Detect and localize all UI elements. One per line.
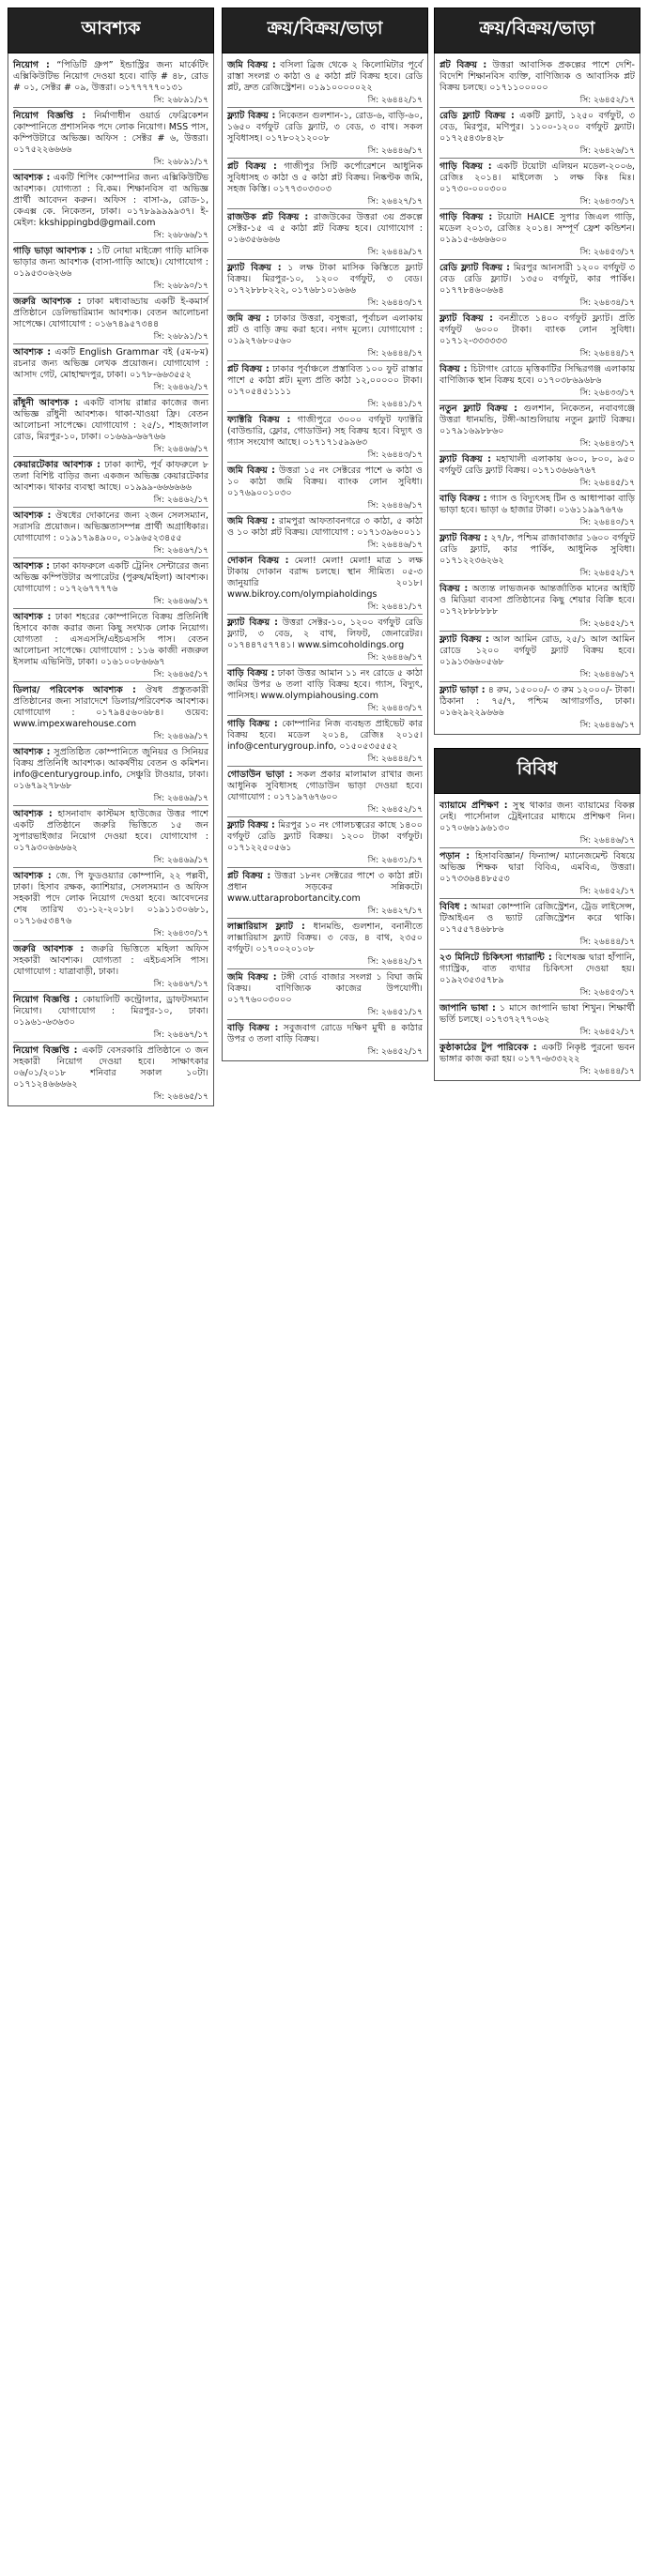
ad-keyword: আবশ্যক : — [13, 612, 52, 622]
classified-ad — [227, 311, 423, 360]
ad-keyword: বিক্রয় : — [440, 364, 468, 374]
ad-code: সি: ২৬৪৪৪/১৭ — [579, 349, 635, 358]
ad-code: সি: ২৬৮৯০/১৭ — [153, 282, 208, 291]
ad-text: ঢাকা উত্তর আমান ১১ নং রোডে ৫ কাঠা জমির উপর ৬ তলা বাড়ি বিক্রয় হবে। গ্যাস, বিদ্যুৎ, পানিসহ। www.olympiahousing.com — [227, 668, 423, 701]
ad-keyword: আবশ্যক : — [13, 511, 52, 521]
ad-text: একটি টয়োটা এলিয়ন মডেল-২০০৬, রেজিঃ ২০১৪। মাইলেজ ১ লক্ষ কিঃ মিঃ। ০১৭৩০-০০০৩০০ — [440, 161, 635, 194]
classified-ad — [227, 969, 423, 1019]
ad-text: জরুরি ভিত্তিতে মহিলা অফিস সহকারী আবশ্যক। যোগ্যতা : এইচএসসি পাস। যোগাযোগ : যাত্রাবাড়ী, ঢাকা। — [13, 944, 208, 977]
classified-ad — [227, 108, 423, 158]
classified-ad — [227, 57, 423, 107]
ad-keyword: নিয়োগ : — [13, 60, 50, 70]
ad-text: বসিলা ব্রিজ থেকে ২ কিলোমিটার পূর্বে রাস্তা সংলগ্ন ৩ কাঠা ও ৫ কাঠা প্লট বিক্রয় হবে। রেডি প্লট, দ্রুত রেজিস্ট্রেশন। ০১৯১০০০০০২২ — [227, 60, 423, 93]
classified-ad — [440, 899, 635, 949]
ad-code: সি: ২৬৪৩৩/১৭ — [579, 389, 635, 398]
ad-keyword: জরুরি আবশ্যক : — [13, 944, 85, 954]
ad-code: সি: ২৬৪৬৫/১৭ — [153, 670, 208, 679]
ad-code: সি: ২৬৪৩৩/১৭ — [579, 197, 635, 206]
ad-code: সি: ২৬৪৪৫/১৭ — [579, 479, 635, 488]
ad-text: ঔষধের দোকানের জন্য ২জন সেলসম্যান, সরাসরি প্রয়োজন। অভিজ্ঞতাসম্পন্ন প্রার্থী অগ্রাধিকার। যোগাযোগ : ০১৯১৭৯৪৯০০, ০১৯৬৫২৩৪৫৫ — [13, 511, 208, 543]
ad-keyword: ফ্ল্যাট বিক্রয় : — [227, 820, 275, 831]
ad-keyword: রেডি ফ্ল্যাট বিক্রয় : — [440, 111, 515, 121]
classified-ad — [13, 108, 208, 169]
ad-code: সি: ২৬৪৪৩/১৭ — [367, 450, 423, 460]
ad-keyword: কুষ্ঠাকাঠের টুপ পারিবেক : — [440, 1043, 537, 1053]
ad-code: সি: ২৬৪৪৬/১৭ — [367, 501, 423, 511]
classified-ad — [13, 508, 208, 557]
ad-code: সি: ২৬৪৫২/১৭ — [579, 569, 635, 578]
classified-ad — [13, 682, 208, 743]
ad-keyword: নতুন ফ্ল্যাট বিক্রয় : — [440, 404, 518, 414]
ad-code: সি: ২৬৪৬৭/১৭ — [153, 1030, 208, 1040]
ad-keyword: প্লট বিক্রয় : — [227, 161, 277, 172]
ad-code: সি: ২৬৪৫২/১৭ — [579, 887, 635, 896]
classified-ad — [227, 513, 423, 552]
classified-ad — [440, 361, 635, 400]
ad-code: সি: ২৬৪৪১/১৭ — [367, 400, 423, 409]
ad-keyword: বাড়ি বিক্রয় : — [227, 668, 275, 678]
classified-ad — [440, 451, 635, 490]
column-gap — [434, 735, 640, 748]
ad-text: চিটাগাং রোডে মৃত্তিকাটির সিদ্ধিরগঞ্জ এলাকায় বাণিজ্যিক স্থান বিক্রয় হবে। ০১৭০৩৮৬৯৬৮৬ — [440, 364, 636, 386]
classified-ad — [440, 311, 635, 360]
classified-ad — [440, 530, 635, 580]
ad-code: সি: ২৬৪৫২/১৭ — [579, 619, 635, 629]
ad-code: সি: ২৬৪৬৫/১৭ — [153, 1092, 208, 1102]
classified-ad — [440, 632, 635, 681]
ad-code: সি: ২৬৪৪৬/১৭ — [579, 670, 635, 679]
ad-text: সুস্থ থাকার জন্য ব্যায়ামের বিকল্প নেই। পার্সোনাল ট্রেইনারের মাধ্যমে প্রশিক্ষণ নিন। ০১৭০৬৬১৯৬১৩০ — [440, 800, 635, 833]
ad-keyword: জমি বিক্রয় : — [227, 60, 276, 70]
classified-ad — [227, 159, 423, 208]
ad-keyword: গাড়ি ভাড়া আবশ্যক : — [13, 246, 94, 256]
ad-text: উত্তরা ১৮নং সেক্টরের পাশে ৩ কাঠা প্লট। প্রধান সড়কের সন্নিকটে। www.uttaraprobortancity.com — [227, 871, 423, 904]
ad-keyword: বিক্রয় : — [440, 584, 469, 594]
ad-keyword: আবশ্যক : — [13, 809, 53, 819]
classified-ad — [440, 260, 635, 310]
ad-code: সি: ২৬৪৫৩/১৭ — [579, 248, 635, 257]
ad-code: সি: ২৬৪৬৭/১৭ — [153, 546, 208, 556]
ad-code: সি: ২৬৪৫২/১৭ — [367, 805, 423, 815]
ad-code: সি: ২৬৪৬৯/১৭ — [153, 856, 208, 865]
ad-code: সি: ২৬৪৩০/১৭ — [153, 929, 208, 938]
classified-ad — [13, 1043, 208, 1104]
ad-code: সি: ২৬৪৪৬/১৭ — [367, 146, 423, 156]
ad-text: জে. পি ফুডওয়্যার কোম্পানি, ২২ পল্লবী, ঢাকা। হিসাব রক্ষক, ক্যাশিয়ার, সেলসম্যান ও অফিস সহকারী পদে লোক নিয়োগ দেওয়া হবে। আবেদনের শেষ তারিখ ৩১-১২-২০১৮। ০১৯১১৩০৬৮১, ০১৭১৬৫৩৪৭৬ — [13, 871, 208, 926]
ad-keyword: জমি ক্রয় : — [227, 313, 270, 324]
ad-keyword: জমি বিক্রয় : — [227, 972, 277, 983]
ad-text: ঢাকা মধ্যবাড্ডায় একটি ই-কমার্স প্রতিষ্ঠানে ডেলিভারিম্যান আবশ্যক। বেতন আলোচনা সাপেক্ষে। যোগাযোগ : ০১৬৭৪৯৫৭৩৪৪ — [13, 297, 208, 329]
ad-keyword: পড়ান : — [440, 851, 471, 861]
ad-keyword: ফ্ল্যাট বিক্রয় : — [440, 533, 488, 543]
classified-ad — [227, 868, 423, 918]
classified-ad — [227, 412, 423, 462]
ad-code: সি: ২৬৮৯১/১৭ — [153, 158, 208, 167]
ad-code: সি: ২৬৪৫১/১৭ — [367, 1008, 423, 1017]
ad-text: সকল প্রকার মালামাল রাখার জন্য আধুনিক সুবিধাসহ গোডাউন ভাড়া দেওয়া হবে। যোগাযোগ : ০১৭১৯৭৬৭৬০০ — [227, 770, 423, 802]
section-header-miscellaneous: বিবিধ — [434, 748, 640, 794]
section-header-buy-sell-rent-1: ক্রয়/বিক্রয়/ভাড়া — [222, 8, 428, 53]
ad-keyword: ফ্ল্যাট বিক্রয় : — [440, 313, 493, 324]
classified-ad — [227, 919, 423, 968]
ad-code: সি: ২৬৪৪৬/১৭ — [579, 721, 635, 730]
ad-code: সি: ২৬৪৬৯/১৭ — [153, 794, 208, 803]
ad-code: সি: ২৬৪৪৩/১৭ — [579, 439, 635, 449]
ad-text: সবুজবাগ রোডে দক্ষিণ মুখী ৪ কাঠার উপর ৩ তলা বাড়ি বিক্রয়। — [227, 1023, 423, 1044]
ad-text: বনশ্রীতে ১৪০০ বর্গফুট ফ্ল্যাট। প্রতি বর্গফুট ৬০০০ টাকা। ব্যাংক লোন সুবিধা। ০১৭১২-৩৩৩৩৩৩ — [440, 313, 635, 346]
ad-text: টঙ্গী বোর্ড বাজার সংলগ্ন ১ বিঘা জমি বিক্রয়। বাণিজ্যিক কাজের উপযোগী। ০১৭৭৬০০৩০০০ — [227, 972, 423, 1005]
ad-keyword: জাপানি ভাষা : — [440, 1003, 496, 1014]
ad-code: সি: ২৬৮৯১/১৭ — [153, 332, 208, 342]
ad-code: সি: ২৬৪৪১/১৭ — [367, 602, 423, 612]
ad-text: রামপুরা আফতাবনগরে ৩ কাঠা, ৫ কাঠা ও ১০ কাঠা প্লট বিক্রয়। যোগাযোগ : ০১৭১৩৯৬০০১১ — [227, 516, 423, 538]
ad-keyword: লাক্সারিয়াস ফ্ল্যাট : — [227, 922, 305, 932]
ad-keyword: আবশ্যক : — [13, 747, 51, 757]
ad-keyword: আবশ্যক : — [13, 561, 51, 572]
ad-text: গুলশান, নিকেতন, নবাবগঞ্জে উত্তরা ধানমন্ডি, টঙ্গী-আশুলিয়ায় নতুন ফ্ল্যাট বিক্রয়। ০১৭৯১৬৯৮৮৬০ — [440, 404, 636, 436]
ad-keyword: গাড়ি বিক্রয় : — [440, 212, 493, 222]
ad-code: সি: ২৬৪৪৪/১৭ — [367, 349, 423, 358]
ad-keyword: গাড়ি বিক্রয় : — [227, 719, 278, 729]
ad-code: সি: ২৬৪৪৯/১৭ — [367, 248, 423, 257]
ad-list-buy-sell-rent-1 — [222, 53, 428, 1061]
classified-ad — [440, 1040, 635, 1078]
ad-code: সি: ২৬৪৪২/১৭ — [367, 96, 423, 105]
ad-text: মিরপুর ১০ নং গোলচত্বরের কাছে ১৪০০ বর্গফুট রেডি ফ্ল্যাট বিক্রয়। ১২০০ টাকা বর্গফুট। ০১৭১২২৫০৫৬১ — [227, 820, 423, 853]
ad-text: ঔষধ প্রস্তুতকারী প্রতিষ্ঠানের জন্য সারাদেশে ডিলার/পরিবেশক আবশ্যক। যোগাযোগ : ০১৭৯৪৫৬০৬৮৪। ওয়েব: www.impexwarehouse.com — [13, 685, 208, 729]
section-header-buy-sell-rent-2: ক্রয়/বিক্রয়/ভাড়া — [434, 8, 640, 53]
classified-ad — [227, 1020, 423, 1059]
ad-text: অত্যন্ত লাভজনক আন্তর্জাতিক মানের আইটি ও মিডিয়া ব্যবসা প্রতিষ্ঠানের কিছু শেয়ার বিক্রি হবে। ০১৭২৮৮৮৮৮৮ — [440, 584, 635, 617]
ad-list-recruitment — [8, 53, 214, 1106]
classifieds-page — [8, 8, 640, 2568]
classified-ad — [227, 716, 423, 766]
ad-code: সি: ২৬৪৪৬/১৭ — [367, 653, 423, 663]
ad-code: সি: ২৬৪৩৪/১৭ — [579, 298, 635, 308]
ad-code: সি: ২৬৪৪২/১৭ — [367, 957, 423, 967]
ad-keyword: নিয়োগ বিজ্ঞপ্তি : — [13, 995, 79, 1005]
ad-text: একটি বেসরকারি প্রতিষ্ঠানে ৩ জন সহকারী নিয়োগ দেওয়া হবে। সাক্ষাৎকার ০৬/০১/২০১৮ শনিবার সকাল ১০টা। ০১৭১২৪৬৬৬৬২ — [13, 1045, 208, 1090]
ad-text: গাজীপুর সিটি কর্পোরেশনে আধুনিক সুবিধাসহ ৩ কাঠা ও ৫ কাঠা প্লট বিক্রয়। নিষ্কণ্টক জমি, সহজ কিস্তি। ০১৭৭৩০৩৩০৩ — [227, 161, 423, 194]
classified-ad — [13, 744, 208, 805]
classified-ad — [13, 170, 208, 242]
classified-ad — [227, 767, 423, 816]
ad-code: সি: ২৬৪৬৬/১৭ — [153, 597, 208, 606]
classified-ad — [440, 1000, 635, 1039]
ad-text: নির্মাণাধীন ওয়ার্ড ফেব্রিকেশন কোম্পানিতে প্রশাসনিক পদে লোক নিয়োগ। MSS পাস, কম্পিউটারে অভিজ্ঞ। অফিস : সেক্টর # ৬, উত্তরা। ০১৭৫২২৬৬৬৬ — [13, 111, 208, 155]
ad-text: রাজউকের উত্তরা ৩য় প্রকল্পে সেক্টর-১৫ এ ৫ কাঠা প্লট বিক্রয় হবে। যোগাযোগ : ০১৬৩৫৬৬৬৬ — [227, 212, 423, 245]
ad-keyword: বাড়ি বিক্রয় : — [227, 1023, 279, 1033]
classified-ad — [13, 395, 208, 456]
ad-keyword: আবশ্যক : — [13, 347, 52, 358]
ad-keyword: ফ্যাক্টরি বিক্রয় : — [227, 415, 291, 425]
ad-keyword: রেডি ফ্ল্যাট বিক্রয় : — [440, 263, 511, 273]
ad-keyword: জমি বিক্রয় : — [227, 516, 275, 526]
ad-code: সি: ২৬৪৫২/১৭ — [367, 1047, 423, 1057]
ad-code: সি: ২৬৪৩১/১৭ — [367, 856, 423, 865]
ad-text: উত্তরা আবাসিক প্রকল্পের পাশে দেশি-বিদেশি শিক্ষানবিস ব্যক্তি, বাণিজ্যিক ও আবাসিক প্লট বিক্রয় চলছে। ০১৭১১০০০০০ — [440, 60, 635, 93]
classified-ad — [13, 806, 208, 867]
ad-text: ঢাকার উত্তরা, বসুন্ধরা, পূর্বাচল এলাকায় প্লট ও বাড়ি ক্রয় করা হবে। নগদ মূল্যে। যোগাযোগ : ০১৯২৭৬৮০৫৬০ — [227, 313, 423, 346]
ad-text: গ্যাস ও বিদ্যুৎসহ টিন ও আধাপাকা বাড়ি ভাড়া হবে। ভাড়া ৬ হাজার টাকা। ০১৬১১৯৯৭৬৭৬ — [440, 494, 635, 515]
ad-text: নিকেতন গুলশান-১, রোড-৬, বাড়ি-৬০, ১৬৫০ বর্গফুট রেডি ফ্ল্যাট, ৩ বেড, ৩ বাথ। সকল সুবিধাসহ। ০১৭৮০২১২০০৮ — [227, 111, 423, 144]
column-buy-sell-rent-1 — [222, 8, 428, 1061]
classified-ad — [440, 57, 635, 107]
ad-keyword: গাড়ি বিক্রয় : — [440, 161, 492, 172]
ad-text: ৪ রুম, ১৫০০০/- ৩ রুম ১২০০০/- টাকা। ঠিকানা : ৭৫/৭, পশ্চিম আগারগাঁও, ঢাকা। ০১৬২৯২২৯৬৬৬ — [440, 685, 635, 718]
classified-ad — [227, 361, 423, 411]
ad-keyword: কেয়ারটেকার আবশ্যক : — [13, 460, 100, 470]
ad-code: সি: ২৬৪৪৪/১৭ — [579, 937, 635, 947]
ad-keyword: জরুরি আবশ্যক : — [13, 297, 82, 307]
ad-code: সি: ২৬৪৫২/১৭ — [579, 96, 635, 105]
classified-ad — [13, 457, 208, 507]
ad-code: সি: ২৬৪৪৪/১৭ — [367, 755, 423, 764]
classified-ad — [13, 868, 208, 940]
classified-ad — [440, 401, 635, 450]
ad-text: টয়োটা HAICE সুপার জিএল গাড়ি, মডেল ২০১৩, রেজিঃ ২০১৪। সম্পূর্ণ ফ্রেশ কন্ডিশন। ০১৯১৫-৬৬৬৬০০ — [440, 212, 635, 245]
ad-code: সি: ২৬৪৪৪/১৭ — [579, 1067, 635, 1076]
classified-ad — [227, 553, 423, 614]
ad-keyword: রাজউক প্লট বিক্রয় : — [227, 212, 309, 222]
ad-text: মহাখালী এলাকায় ৬০০, ৮০০, ৯৫০ বর্গফুট রেডি ফ্ল্যাট বিক্রয়। ০১৭১৩৬৬৬৭৬৭ — [440, 454, 635, 476]
ad-code: সি: ২৬৪৪৩/১৭ — [367, 704, 423, 713]
ad-keyword: প্লট বিক্রয় : — [227, 364, 270, 374]
classified-ad — [13, 57, 208, 107]
ad-text: মিরপুর আনসারী ১২০০ বর্গফুট ৩ বেড রেডি ফ্ল্যাট। ১৩৫০ বর্গফুট, কার পার্কিং। ০১৭৭৮৪৬০৬৬৪ — [440, 263, 635, 296]
ad-code: সি: ২৬৪৪৬/১৭ — [367, 541, 423, 550]
ad-keyword: বাড়ি বিক্রয় : — [440, 494, 487, 504]
classified-ad — [227, 463, 423, 512]
ad-code: সি: ২৬৪২৭/১৭ — [367, 197, 423, 206]
ad-text: ১টি নোয়া মাইক্রো গাড়ি মাসিক ভাড়ার জন্য আবশ্যক (বাসা-গাড়ি আছে)। যোগাযোগ : ০১৯৫৩০৬২৬৬ — [13, 246, 208, 279]
ad-code: সি: ২৬৪৬২/১৭ — [153, 495, 208, 505]
ad-keyword: ফ্ল্যাট ভাড়া : — [440, 685, 486, 695]
ad-keyword: ২৩ মিনিটে চিকিৎসা গ্যারান্টি : — [440, 953, 552, 963]
ad-text: উত্তরা ১৫ নং সেক্টরের পাশে ৬ কাঠা ও ১০ কাঠা জমি বিক্রয়। ব্যাংক লোন সুবিধা। ০১৭৬৯০০১০৩০ — [227, 465, 423, 498]
ad-code: সি: ২৬৮৬৬/১৭ — [153, 231, 208, 240]
classified-ad — [13, 941, 208, 991]
classified-ad — [440, 108, 635, 158]
classified-ad — [440, 848, 635, 898]
ad-text: হাসনাবাদ কাস্টমস হাউজের উত্তর পাশে একটি প্রতিষ্ঠানে জরুরি ভিত্তিতে ১৫ জন সুপারভাইজার নিয়োগ দেওয়া হবে। যোগাযোগ : ০১৭৯৩০৬৬৬৬২ — [13, 809, 208, 853]
ad-keyword: নিয়োগ বিজ্ঞপ্তি : — [13, 1045, 78, 1056]
classified-ad — [13, 344, 208, 394]
ad-keyword: জমি বিক্রয় : — [227, 465, 275, 476]
classified-ad — [440, 682, 635, 732]
ad-keyword: দোকান বিক্রয় : — [227, 556, 289, 566]
ad-text: মেলা! মেলা! মেলা! মাত্র ১ লক্ষ টাকায় দোকান বরাদ্দ চলছে। স্থান সীমিত। ০৫-৩ জানুয়ারি ২০১৮। www.bikroy.com/olympiaholdings — [227, 556, 423, 600]
ad-keyword: ফ্ল্যাট বিক্রয় : — [440, 634, 489, 645]
ad-text: বিশেষজ্ঞ দ্বারা হাঁপানি, গ্যাস্ট্রিক, বাত ব্যথার চিকিৎসা দেওয়া হয়। ০১৯২৩৫৩৫৭৮৯ — [440, 953, 635, 985]
classified-ad — [440, 159, 635, 208]
ad-text: একটি নিকৃষ্ট পুরনো ভবন ভাঙ্গার কাজ করা হয়। ০১৭৭-৬৩৩২২২ — [440, 1043, 635, 1064]
ad-code: সি: ২৬৪২৭/১৭ — [367, 907, 423, 916]
ad-text: সুপ্রতিষ্ঠিত কোম্পানিতে জুনিয়র ও সিনিয়র বিক্রয় প্রতিনিধি আবশ্যক। আকর্ষণীয় বেতন ও কমিশন। info@centurygroup.info, সেঞ্চুরি টাওয়ার, ঢাকা। ০১৬৭৯২৭৮৬৮ — [13, 747, 208, 791]
ad-text: গাজীপুরে ৩০০০ বর্গফুট ফ্যাক্টরি (বাউন্ডারি, ফ্লোর, গোডাউন) সহ বিক্রয় হবে। বিদ্যুৎ ও গ্যাস সংযোগ আছে। ০১৭১৭১৫৯৯৬৩ — [227, 415, 423, 448]
classified-ad — [440, 581, 635, 631]
ad-list-buy-sell-rent-2 — [434, 53, 640, 735]
ad-keyword: ফ্ল্যাট বিক্রয় : — [227, 111, 276, 121]
ad-keyword: আবশ্যক : — [13, 173, 51, 183]
ad-keyword: রাঁধুনী আবশ্যক : — [13, 398, 79, 408]
ad-text: ঢাকা ক্যান্ট, পূর্ব কাফরুলে ৮ তলা বিশিষ্ট বাড়ির জন্য একজন অভিজ্ঞ কেয়ারটেকার আবশ্যক। থাকার ব্যবস্থা আছে। ০১৯৯৯-৬৬৬৬৬৬ — [13, 460, 208, 493]
ad-code: সি: ২৬৪৫৩/১৭ — [579, 988, 635, 998]
ad-code: সি: ২৬৪৪৬/১৭ — [579, 836, 635, 846]
ad-keyword: ফ্ল্যাট বিক্রয় : — [227, 617, 278, 628]
ad-keyword: ব্যায়ামে প্রশিক্ষণ : — [440, 800, 508, 811]
ad-keyword: প্লট বিক্রয় : — [227, 871, 271, 881]
ad-text: উত্তরা সেক্টর-১০, ১২০০ বর্গফুট রেডি ফ্ল্যাট, ৩ বেড, ২ বাথ, লিফট, জেনারেটর। ০১৭৪৪৭৫৭৭৪১। www.simcoholdings.org — [227, 617, 423, 650]
ad-text: আল আমিন রোড, ২৫/১ আল আমিন রোডে ১২০০ বর্গফুট ফ্ল্যাট বিক্রয় হবে। ০১৯১৩৬৬০৫৬৮ — [440, 634, 635, 667]
ad-keyword: বিবিধ : — [440, 902, 468, 912]
ad-text: কোয়ালিটি কন্ট্রোলার, ড্রাফটসম্যান নিয়োগ। যোগাযোগ : মিরপুর-১০, ঢাকা। ০১৯৬১-৬৩৬৩০ — [13, 995, 208, 1028]
classified-ad — [13, 558, 208, 608]
section-header-recruitment: আবশ্যক — [8, 8, 214, 53]
ad-code: সি: ২৬৮৯১/১৭ — [153, 96, 208, 105]
ad-text: ২৭/৮, পশ্চিম রাজাবাজার ১৬০০ বর্গফুট রেডি ফ্ল্যাট, কার পার্কিং, আধুনিক সুবিধা। ০১৭১২২৩৬২৬২ — [440, 533, 635, 566]
ad-code: সি: ২৬৪৪০/১৭ — [579, 518, 635, 527]
ad-keyword: প্লট বিক্রয় : — [440, 60, 487, 70]
ad-text: ধানমন্ডি, গুলশান, বনানীতে লাক্সারিয়াস ফ্ল্যাট বিক্রয়। ৩ বেড, ৪ বাথ, ২৩৫০ বর্গফুট। ০১৭০০২০১০৮ — [227, 922, 423, 954]
ad-text: একটি শিপিং কোম্পানির জন্য এক্সিকিউটিভ আবশ্যক। যোগ্যতা : বি.কম। শিক্ষানবিস বা অভিজ্ঞ প্রার্থী আবেদন করুন। অফিস : বাসা-৯, রোড-১, কেএক্স কে. নিকেতন, ঢাকা। ০১৭৮৯৯৯৯৯৩৭। ই-মেইল: kkshippingbd@gmail.com — [13, 173, 208, 228]
classified-ad — [440, 491, 635, 529]
column-recruitment — [8, 8, 214, 1106]
classified-ad — [13, 992, 208, 1042]
ad-code: সি: ২৬৪৬৯/১৭ — [153, 732, 208, 741]
ad-text: একটি বাসায় রান্নার কাজের জন্য অভিজ্ঞ রাঁধুনী আবশ্যক। থাকা-খাওয়া ফ্রি। বেতন আলোচনা সাপেক্ষে। যোগাযোগ : ২৫/১, শাহজালাল রোড, মিরপুর-১০, ঢাকা। ০১৬৬৯-৬৬৭৬৬ — [13, 398, 208, 442]
ad-text: ঢাকা শহরের কোম্পানিতে বিক্রয় প্রতিনিধি হিসাবে কাজ করার জন্য কিছু সংখ্যক লোক নিয়োগ। যোগ্যতা : এসএসসি/এইচএসসি পাস। বেতন আলোচনা সাপেক্ষে। যোগাযোগ : ১১৬ কাজী নজরুল ইসলাম এভিনিউ, ঢাকা। ০১৬১০০৮৬৬৬৭ — [13, 612, 208, 667]
ad-keyword: আবশ্যক : — [13, 871, 52, 881]
classified-ad — [13, 609, 208, 681]
ad-text: ১ মাসে জাপানি ভাষা শিখুন। শিক্ষার্থী ভর্তি চলছে। ০১৭৩৭২৭৭০৬২ — [440, 1003, 635, 1025]
ad-text: একটি ফ্ল্যাট, ১২৫০ বর্গফুট, ৩ বেড, মিরপুর, মণিপুর। ১১০০-১২০০ বর্গফুট ফ্ল্যাট। ০১৭২৫৪৩৮৪২৮ — [440, 111, 635, 144]
ad-text: একটি English Grammar বই (৫ম-৮ম) রচনার জন্য অভিজ্ঞ লেখক প্রয়োজন। যোগাযোগ : আসাদ গেট, মোহাম্মদপুর, ঢাকা। ০১৭৮-৬৬৩৫৫২ — [13, 347, 208, 380]
ad-keyword: গোডাউন ভাড়া : — [227, 770, 293, 780]
ad-text: ১ লক্ষ টাকা মাসিক কিস্তিতে ফ্ল্যাট বিক্রয়। মিরপুর-১০, ১২০০ বর্গফুট, ৩ বেড। ০১৭২৮৮৮২২২, ০১৭৬৮১০১৬৬৬ — [227, 263, 423, 296]
classified-ad — [13, 294, 208, 343]
ad-keyword: ফ্ল্যাট বিক্রয় : — [440, 454, 492, 465]
classified-ad — [227, 260, 423, 310]
ad-code: সি: ২৬৪৪৩/১৭ — [367, 298, 423, 308]
ad-keyword: নিয়োগ বিজ্ঞপ্তি : — [13, 111, 86, 121]
classified-ad — [440, 209, 635, 259]
classified-ad — [440, 798, 635, 847]
ad-code: সি: ২৬৪২৬/১৭ — [579, 146, 635, 156]
ad-keyword: ডিলার/ পরিবেশক আবশ্যক : — [13, 685, 136, 695]
ad-keyword: ফ্ল্যাট বিক্রয় : — [227, 263, 282, 273]
ad-text: কোম্পানির নিজ ব্যবহৃত প্রাইভেট কার বিক্রয় হবে। মডেল ২০১৪, রেজিঃ ২০১৫। info@centurygroup.info, ০১৫০৫৩৫৫৫২ — [227, 719, 423, 752]
ad-text: হিসাববিজ্ঞান/ ফিন্যান্স/ ম্যানেজমেন্ট বিষয়ে অভিজ্ঞ শিক্ষক দ্বারা বিবিএ, এমবিএ, উত্তরা। ০১৭৩৩৬৪৪৮৫৫৩ — [440, 851, 635, 884]
ad-code: সি: ২৬৪৫২/১৭ — [579, 1028, 635, 1037]
ad-text: “পিডিটি গ্রুপ” ইন্ডাস্ট্রির জন্য মার্কেটিং এক্সিকিউটিভ নিয়োগ দেওয়া হবে। বাড়ি # ৪৮, রোড # ০১, সেক্টর # ০৯, উত্তরা। ০১৭৭৭৭৭০১৩১ — [13, 60, 208, 93]
classified-ad — [227, 209, 423, 259]
ad-list-miscellaneous — [434, 794, 640, 1081]
classified-ad — [227, 665, 423, 715]
ad-text: আমরা কোম্পানি রেজিস্ট্রেশন, ট্রেড লাইসেন্স, টিআইএন ও ভ্যাট রেজিস্ট্রেশন করে থাকি। ০১৭৫৫৭৪৬৮৮৬ — [440, 902, 635, 935]
column-buy-sell-rent-2 — [434, 8, 640, 1081]
classified-ad — [227, 817, 423, 867]
ad-code: সি: ২৬৪৬৬/১৭ — [153, 445, 208, 454]
ad-text: ঢাকা কাফরুলে একটি ট্রেনিং সেন্টারের জন্য অভিজ্ঞ কম্পিউটার অপারেটর (পুরুষ/মহিলা) আবশ্যক। যোগাযোগ : ০১৭২৬৭৭৭৭৬ — [13, 561, 208, 594]
classified-ad — [13, 243, 208, 293]
ad-text: ঢাকার পূর্বাঞ্চলে প্রস্তাবিত ১০০ ফুট রাস্তার পাশে ৫ কাঠা প্লট। মূল্য প্রতি কাঠা ১২,০০০০০ টাকা। ০১৭০৫৪৫১১১১ — [227, 364, 423, 397]
classified-ad — [227, 615, 423, 664]
ad-code: সি: ২৬৪৬২/১৭ — [153, 383, 208, 392]
classified-ad — [440, 950, 635, 999]
ad-code: সি: ২৬৪৬৭/১৭ — [153, 980, 208, 989]
